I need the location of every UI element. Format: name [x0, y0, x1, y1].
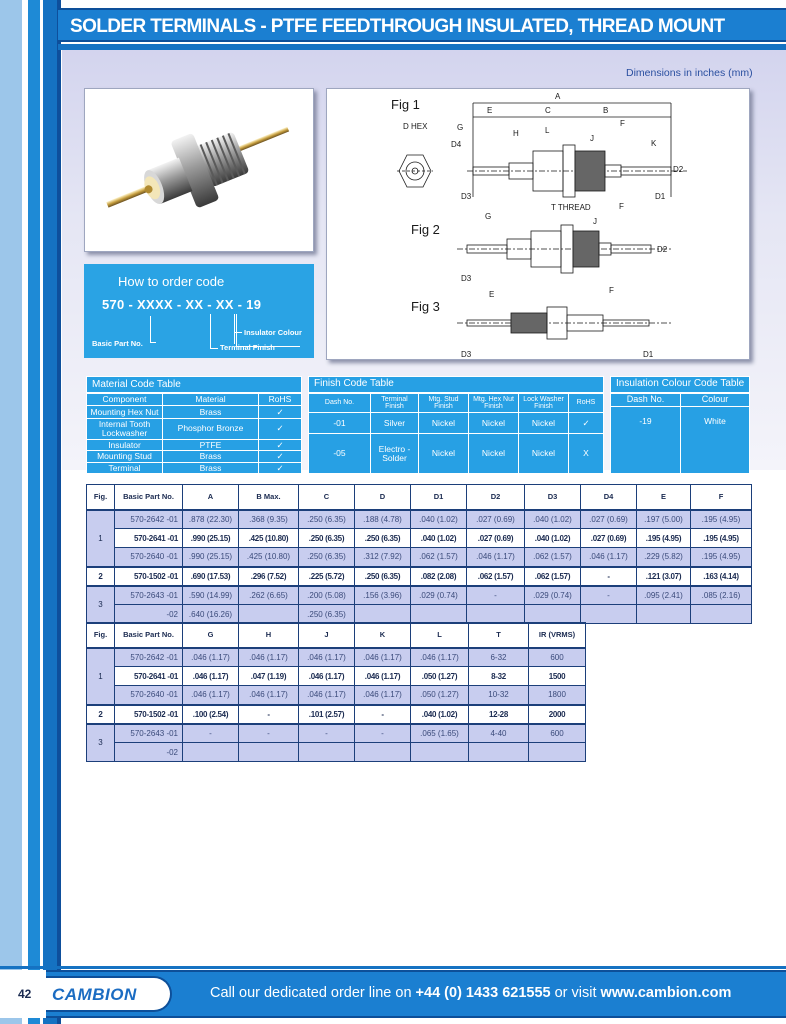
figure-drawing	[327, 89, 749, 359]
fig2-f-label: F	[619, 202, 624, 211]
phone-number: +44 (0) 1433 621555	[415, 985, 551, 1001]
basic-part-label: Basic Part No.	[92, 339, 143, 348]
table-header: Colour	[681, 393, 750, 407]
table-row: 3 570-2643 -01 - - - - .065 (1.65) 4-40 600	[87, 724, 586, 743]
fig3-label: Fig 3	[411, 299, 440, 314]
fig2-j-label: J	[593, 217, 597, 226]
table-header: D4	[581, 485, 637, 510]
order-line	[234, 314, 235, 332]
table-row: 1 570-2642 -01 .878 (22.30) .368 (9.35) .250 (6.35) .188 (4.78) .040 (1.02) .027 (0.69) .040 (1.02) .027 (0.69) .197 (5.00) .195 (4.95)	[87, 510, 752, 529]
finish-table-caption: Finish Code Table	[309, 377, 604, 393]
call-line	[210, 985, 731, 1001]
order-code: 570 - XXXX - XX - XX - 19	[102, 297, 262, 312]
cambion-logo	[46, 976, 172, 1012]
table-header: RoHS	[569, 393, 604, 413]
table-header: C	[299, 485, 355, 510]
fig2-g-label: G	[485, 212, 492, 221]
side-stripe	[28, 0, 40, 1024]
fig2-label: Fig 2	[411, 222, 440, 237]
table-header: E	[637, 485, 691, 510]
table-row: -02 .640 (16.26) .250 (6.35)	[87, 605, 752, 624]
dim-f-label: F	[620, 119, 625, 128]
table-header: B Max.	[239, 485, 299, 510]
page-number-box	[0, 970, 46, 1018]
dim-g-label: G	[457, 123, 464, 132]
dim-k-label: K	[651, 139, 657, 148]
dim-h-label: H	[513, 129, 519, 138]
insulation-colour-table	[610, 376, 750, 474]
dimensions-note: Dimensions in inches (mm)	[626, 67, 753, 79]
table-row: -01 Silver Nickel Nickel Nickel ✓	[309, 413, 604, 434]
table-row: 570-2640 -01 .990 (25.15) .425 (10.80) .250 (6.35) .312 (7.92) .062 (1.57) .046 (1.17) .062 (1.57) .046 (1.17) .229 (5.82) .195 (4.95)	[87, 548, 752, 567]
table-header: D1	[411, 485, 467, 510]
order-line	[210, 314, 211, 348]
fig3-f-label: F	[609, 286, 614, 295]
table-row: Insulator PTFE ✓	[87, 439, 302, 450]
dim-l-label: L	[545, 126, 550, 135]
table-header: T	[469, 623, 529, 648]
dim-b-label: B	[603, 106, 609, 115]
fig3-d1-label: D1	[643, 350, 654, 359]
fig3-e-label: E	[489, 290, 495, 299]
terminal-finish-label: Terminal Finish	[220, 343, 275, 352]
table-row: -19 White	[611, 407, 750, 474]
dimension-table-1	[86, 484, 752, 624]
page-number: 42	[18, 987, 32, 1001]
page-header	[58, 8, 786, 42]
dim-c-label: C	[545, 106, 551, 115]
fig3-d3-label: D3	[461, 350, 472, 359]
dimension-figures	[326, 88, 750, 360]
table-row: 570-2640 -01 .046 (1.17) .046 (1.17) .046 (1.17) .046 (1.17) .050 (1.27) 10-32 1800	[87, 686, 586, 705]
table-header: D3	[525, 485, 581, 510]
side-stripe	[0, 0, 22, 1024]
table-header: IR (VRMS)	[529, 623, 586, 648]
terminal-image	[85, 89, 313, 251]
table-header: RoHS	[259, 393, 302, 406]
insulator-colour-label: Insulator Colour	[244, 328, 302, 337]
table-header: H	[239, 623, 299, 648]
table-row: 2 570-1502 -01 .100 (2.54) - .101 (2.57) - .040 (1.02) 12-28 2000	[87, 705, 586, 724]
table-header: Component	[87, 393, 163, 406]
order-line	[236, 314, 237, 346]
material-code-table	[86, 376, 302, 474]
call-text: or visit	[550, 985, 601, 1001]
table-header: K	[355, 623, 411, 648]
table-header: J	[299, 623, 355, 648]
table-row: -02	[87, 743, 586, 762]
call-text: Call our dedicated order line on	[210, 985, 416, 1001]
website-link[interactable]: www.cambion.com	[600, 985, 732, 1001]
dim-e-label: E	[487, 106, 493, 115]
fig1-label: Fig 1	[391, 97, 420, 112]
order-line	[150, 342, 156, 343]
dimension-table-2	[86, 622, 586, 762]
table-row: Internal Tooth Lockwasher Phosphor Bronze ✓	[87, 418, 302, 439]
table-header: D	[355, 485, 411, 510]
table-header: Dash No.	[611, 393, 681, 407]
dim-a-label: A	[555, 92, 561, 101]
table-row: 1 570-2642 -01 .046 (1.17) .046 (1.17) .046 (1.17) .046 (1.17) .046 (1.17) 6-32 600	[87, 648, 586, 667]
table-header: Fig.	[87, 485, 115, 510]
fig2-d2-label: D2	[657, 245, 668, 254]
dim-dhex-label: D HEX	[403, 122, 428, 131]
table-row: 570-2641 -01 .990 (25.15) .425 (10.80) .250 (6.35) .250 (6.35) .040 (1.02) .027 (0.69) .040 (1.02) .027 (0.69) .195 (4.95) .195 (4.95)	[87, 529, 752, 548]
dim-d3-label: D3	[461, 192, 472, 201]
footer-line	[0, 966, 786, 969]
table-row: 2 570-1502 -01 .690 (17.53) .296 (7.52) .225 (5.72) .250 (6.35) .082 (2.08) .062 (1.57) .062 (1.57) - .121 (3.07) .163 (4.14)	[87, 567, 752, 586]
dim-d4-label: D4	[451, 140, 462, 149]
table-header: Basic Part No.	[115, 485, 183, 510]
dim-j-label: J	[590, 134, 594, 143]
order-line	[150, 316, 151, 342]
table-header: D2	[467, 485, 525, 510]
table-row: Mounting Hex Nut Brass ✓	[87, 406, 302, 419]
page-footer	[0, 966, 786, 1024]
table-row: 3 570-2643 -01 .590 (14.99) .262 (6.65) .200 (5.08) .156 (3.96) .029 (0.74) - .029 (0.74) - .095 (2.41) .085 (2.16)	[87, 586, 752, 605]
order-line	[234, 332, 242, 333]
dim-d2-label: D2	[673, 165, 684, 174]
material-table-caption: Material Code Table	[87, 377, 302, 394]
product-photo	[84, 88, 314, 252]
table-header: Mtg. Hex Nut Finish	[469, 393, 519, 413]
side-stripe	[57, 0, 61, 1024]
table-row: 570-2641 -01 .046 (1.17) .047 (1.19) .046 (1.17) .046 (1.17) .050 (1.27) 8-32 1500	[87, 667, 586, 686]
table-header: Mtg. Stud Finish	[419, 393, 469, 413]
order-line	[210, 348, 218, 349]
order-title: How to order code	[118, 274, 225, 289]
insulation-table-caption: Insulation Colour Code Table	[611, 377, 750, 393]
table-header: Fig.	[87, 623, 115, 648]
side-stripe	[43, 0, 57, 1024]
table-header: Terminal Finish	[371, 393, 419, 413]
table-header: L	[411, 623, 469, 648]
table-header: F	[691, 485, 752, 510]
dim-d1-label: D1	[655, 192, 666, 201]
table-header: Material	[163, 393, 259, 406]
table-row: -05 Electro -Solder Nickel Nickel Nickel X	[309, 434, 604, 474]
logo-text: CAMBION	[52, 985, 137, 1004]
table-header: Basic Part No.	[115, 623, 183, 648]
table-header: G	[183, 623, 239, 648]
table-header: Lock Washer Finish	[519, 393, 569, 413]
table-header: A	[183, 485, 239, 510]
page-title: SOLDER TERMINALS - PTFE FEEDTHROUGH INSULATED, THREAD MOUNT	[70, 16, 725, 37]
table-header: Dash No.	[309, 393, 371, 413]
thread-label: T THREAD	[551, 203, 591, 212]
how-to-order-panel	[84, 264, 314, 358]
table-row: Terminal Brass ✓	[87, 462, 302, 473]
table-row: Mounting Stud Brass ✓	[87, 451, 302, 462]
fig2-d3-label: D3	[461, 274, 472, 283]
finish-code-table	[308, 376, 604, 474]
